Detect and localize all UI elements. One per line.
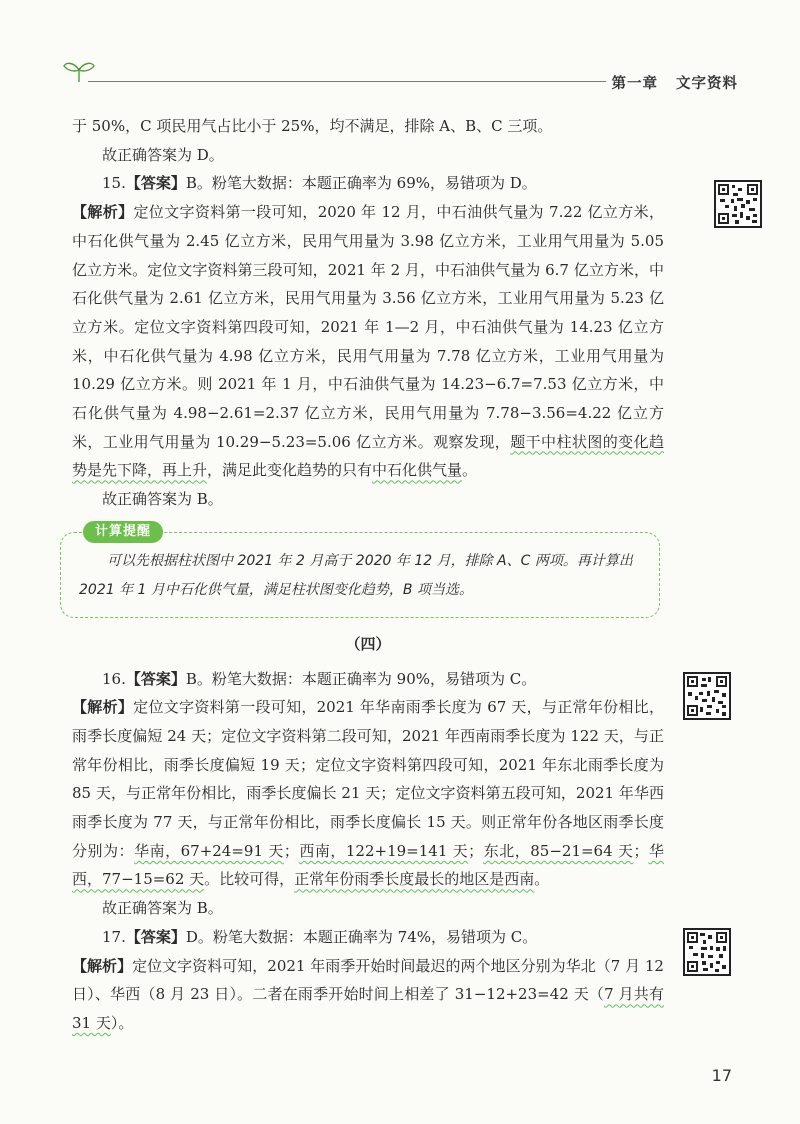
calculation-tip-box [60, 523, 660, 618]
analysis-text: ）。 [110, 1013, 134, 1032]
chapter-number: 第一章 [611, 76, 658, 92]
separator: ； [633, 841, 649, 860]
analysis-text: 定位文字资料第一段可知，2021 年华南雨季长度为 67 天，与正常年份相比，雨季长度偏短 24 天；定位文字资料第二段可知，2021 年西南雨季长度为 122 天，与正常年份相比，雨季长度偏短 19 天；定位文字资料第四段可知，2021 年东北雨季长度为 85 天，与正常年份相比，雨季长度偏长 21 天；定位文字资料第五段可知，2021 年华西雨季长度为 77 天，与正常年份相比，雨季长度偏长 15 天。则正常年份各地区雨季长度分别为： [72, 698, 664, 860]
chapter-title: 文字资料 [676, 76, 738, 92]
analysis-tag: 【解析】 [72, 956, 133, 975]
analysis-text: 定位文字资料可知，2021 年雨季开始时间最迟的两个地区分别为华北（7 月 12 日）、华西（8 月 23 日）。二者在雨季开始时间上相差了 31−12+23=42 天（ [72, 956, 664, 1004]
answer-text: B。粉笔大数据：本题正确率为 69%，易错项为 D。 [185, 174, 537, 193]
qr-code-icon [685, 674, 729, 718]
separator: ； [283, 841, 299, 860]
highlight-northeast: 东北，85−21=64 天 [483, 841, 634, 860]
highlight-trend: 题干中柱状图的变化趋势是先下降，再上升 [72, 432, 664, 480]
page-body [72, 112, 664, 1038]
analysis-text: 。 [534, 870, 550, 889]
highlight-south-china: 华南，67+24=91 天 [134, 841, 284, 860]
question-number: 16. [102, 669, 126, 688]
answer-q17 [72, 923, 664, 952]
highlight-conclusion: 正常年份雨季长度最长的地区是西南 [294, 870, 535, 889]
analysis-q17 [72, 952, 664, 1038]
analysis-text: 定位文字资料第一段可知，2020 年 12 月，中石油供气量为 7.22 亿立方米，中石化供气量为 2.45 亿立方米，民用气用量为 3.98 亿立方米，工业用气用量为 5.05 亿立方米。定位文字资料第三段可知，2021 年 2 月，中石油供气量为 6.7 亿立方米，中石化供气量为 2.61 亿立方米，民用气用量为 3.56 亿立方米，工业用气用量为 5.23 亿立方米。定位文字资料第四段可知，2021 年 1—2 月，中石油供气量为 14.23 亿立方米，中石化供气量为 4.98 亿立方米，民用气用量为 7.78 亿立方米，工业用气用量为 10.29 亿立方米。则 2021 年 1 月，中石油供气量为 14.23−6.7=7.53 亿立方米，中石化供气量为 4.98−2.61=2.37 亿立方米，民用气用量为 7.78−3.56=4.22 亿立方米，工业用气用量为 10.29−5.23=5.06 亿立方米。观察发现， [72, 203, 664, 451]
analysis-tag: 【解析】 [72, 203, 134, 222]
highlight-july-days: 7 月共有 31 天 [72, 985, 664, 1032]
analysis-text: ，满足此变化趋势的只有 [207, 461, 373, 480]
qr-code-q17[interactable] [683, 928, 731, 976]
separator: ； [468, 841, 484, 860]
page-header [0, 0, 800, 100]
answer-tag: 【答案】 [125, 669, 186, 688]
page-number: 17 [711, 1066, 732, 1085]
highlight-answer: 中石化供气量 [372, 461, 463, 480]
answer-tag: 【答案】 [125, 174, 186, 193]
answer-text: B。粉笔大数据：本题正确率为 90%，易错项为 C。 [185, 669, 537, 688]
continued-paragraph: 于 50%，C 项民用气占比小于 25%，均不满足，排除 A、B、C 三项。 [72, 117, 553, 135]
answer-q15 [72, 169, 664, 198]
answer-text: D。粉笔大数据：本题正确率为 74%，易错项为 C。 [185, 927, 538, 946]
highlight-west-china: 华西，77−15=62 天 [72, 841, 664, 889]
answer-tag: 【答案】 [125, 927, 186, 946]
conclusion-q14: 故正确答案为 D。 [102, 145, 224, 164]
analysis-text: 。 [462, 461, 478, 480]
qr-code-q16[interactable] [683, 672, 731, 720]
conclusion-q15: 故正确答案为 B。 [102, 490, 223, 509]
analysis-tag: 【解析】 [72, 698, 134, 717]
answer-q16 [72, 665, 664, 694]
qr-code-q15[interactable] [714, 180, 762, 228]
qr-code-icon [716, 182, 760, 226]
highlight-southwest: 西南，122+19=141 天 [298, 841, 469, 860]
conclusion-q16: 故正确答案为 B。 [102, 899, 223, 918]
analysis-q16 [72, 693, 664, 894]
analysis-q15 [72, 198, 664, 485]
section-title: （四） [345, 634, 391, 653]
chapter-heading [612, 72, 739, 93]
qr-code-icon [685, 930, 729, 974]
question-number: 17. [102, 927, 126, 946]
tip-label: 计算提醒 [83, 521, 163, 543]
question-number: 15. [102, 174, 126, 193]
analysis-text: 。比较可得， [204, 870, 295, 889]
tip-text: 可以先根据柱状图中 2021 年 2 月高于 2020 年 12 月，排除 A、C 两项。再计算出 2021 年 1 月中石化供气量，满足柱状图变化趋势，B 项当选。 [79, 552, 633, 598]
header-rule [88, 81, 606, 82]
